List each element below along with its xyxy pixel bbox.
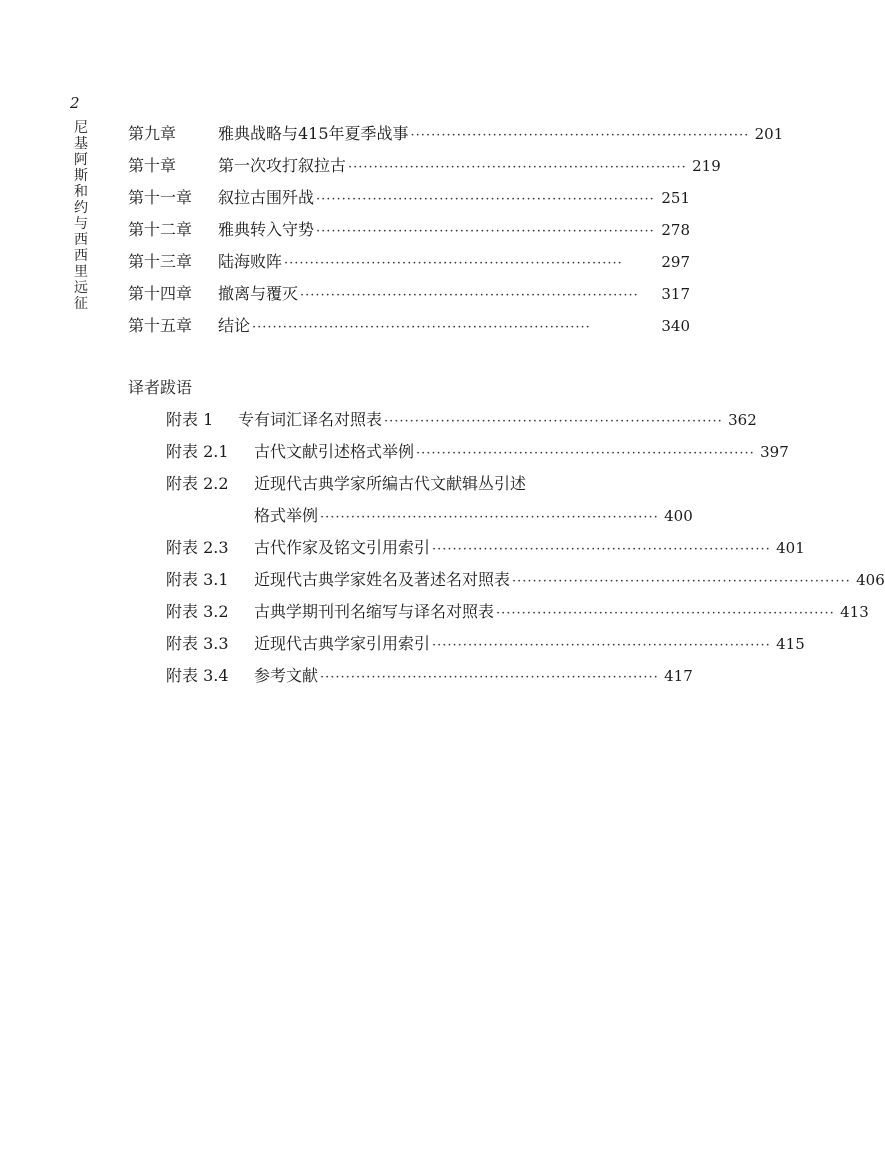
chapter-label: 第十四章 [128, 284, 193, 303]
toc-entry-appendix-2-2[interactable] [166, 472, 690, 496]
leader-dots: ·································································· [300, 288, 639, 303]
appendix-label: 附表 3.3 [166, 634, 229, 653]
appendix-label: 附表 1 [166, 410, 214, 429]
page-ref: 397 [760, 443, 789, 461]
leader-dots: ·································································· [432, 638, 771, 653]
toc-entry-chapter-11[interactable] [128, 186, 690, 210]
appendix-title-continued: 格式举例 [254, 506, 319, 525]
leader-dots: ·································································· [416, 446, 755, 461]
leader-dots: ·································································· [284, 256, 623, 271]
leader-dots: ·································································· [432, 542, 771, 557]
chapter-label: 第十五章 [128, 316, 193, 335]
toc-entry-appendix-3-3[interactable] [166, 632, 805, 656]
page-ref: 415 [776, 635, 805, 653]
running-title: 尼基阿斯和约与西西里远征 [74, 120, 88, 312]
appendix-label: 附表 2.1 [166, 442, 229, 461]
appendix-title: 参考文献 [254, 666, 319, 685]
chapter-title: 第一次攻打叙拉古 [218, 156, 347, 175]
toc-entry-appendix-3-2[interactable] [166, 600, 869, 624]
toc-entry-appendix-2-2-continued[interactable] [254, 504, 693, 528]
page-ref: 340 [661, 317, 690, 335]
chapter-title: 雅典战略与415年夏季战事 [218, 124, 409, 143]
appendix-title: 古代文献引述格式举例 [254, 442, 415, 461]
page-ref: 219 [692, 157, 721, 175]
afterword-heading[interactable]: 译者跋语 [128, 378, 193, 397]
chapter-label: 第十章 [128, 156, 177, 175]
toc-entry-chapter-13[interactable] [128, 250, 690, 274]
appendix-label: 附表 2.3 [166, 538, 229, 557]
page-ref: 251 [661, 189, 690, 207]
appendix-title: 古典学期刊刊名缩写与译名对照表 [254, 602, 495, 621]
appendix-title: 专有词汇译名对照表 [238, 410, 383, 429]
appendix-title: 近现代古典学家姓名及著述名对照表 [254, 570, 511, 589]
page-ref: 317 [661, 285, 690, 303]
appendix-label: 附表 3.4 [166, 666, 229, 685]
page-ref: 406 [856, 571, 885, 589]
toc-entry-chapter-12[interactable] [128, 218, 690, 242]
leader-dots: ·································································· [512, 574, 851, 589]
toc-entry-appendix-3-1[interactable] [166, 568, 885, 592]
chapter-label: 第十三章 [128, 252, 193, 271]
toc-entry-chapter-10[interactable] [128, 154, 721, 178]
appendix-title: 近现代古典学家引用索引 [254, 634, 431, 653]
appendix-label: 附表 3.1 [166, 570, 229, 589]
appendix-label: 附表 2.2 [166, 474, 229, 493]
appendix-title: 近现代古典学家所编古代文献辑丛引述 [254, 474, 527, 493]
leader-dots: ·································································· [320, 670, 659, 685]
leader-dots: ·································································· [348, 160, 687, 175]
toc-entry-appendix-2-1[interactable] [166, 440, 789, 464]
appendix-title: 古代作家及铭文引用索引 [254, 538, 431, 557]
chapter-title: 撤离与覆灭 [218, 284, 299, 303]
chapter-title: 雅典转入守势 [218, 220, 315, 239]
chapter-title: 陆海败阵 [218, 252, 283, 271]
toc-entry-chapter-15[interactable] [128, 314, 690, 338]
page-ref: 400 [664, 507, 693, 525]
page-ref: 297 [661, 253, 690, 271]
chapter-title: 结论 [218, 316, 251, 335]
page-ref: 201 [754, 125, 784, 143]
leader-dots: ·································································· [320, 510, 659, 525]
page-ref: 278 [661, 221, 690, 239]
toc-entry-chapter-9[interactable] [128, 122, 784, 146]
leader-dots: ·································································· [496, 606, 835, 621]
page-ref: 413 [840, 603, 869, 621]
toc-entry-appendix-1[interactable] [166, 408, 757, 432]
leader-dots: ·································································· [316, 192, 655, 207]
chapter-title: 叙拉古围歼战 [218, 188, 315, 207]
page-number: 2 [70, 94, 80, 112]
chapter-label: 第十二章 [128, 220, 193, 239]
appendix-label: 附表 3.2 [166, 602, 229, 621]
chapter-label: 第十一章 [128, 188, 193, 207]
page-ref: 401 [776, 539, 805, 557]
leader-dots: ·································································· [316, 224, 655, 239]
toc-entry-chapter-14[interactable] [128, 282, 690, 306]
page-ref: 417 [664, 667, 693, 685]
page-ref: 362 [728, 411, 757, 429]
leader-dots: ·································································· [252, 320, 591, 335]
leader-dots: ·································································· [410, 128, 750, 143]
chapter-label: 第九章 [128, 124, 177, 143]
toc-entry-appendix-2-3[interactable] [166, 536, 805, 560]
leader-dots: ·································································· [384, 414, 723, 429]
toc-entry-appendix-3-4[interactable] [166, 664, 693, 688]
